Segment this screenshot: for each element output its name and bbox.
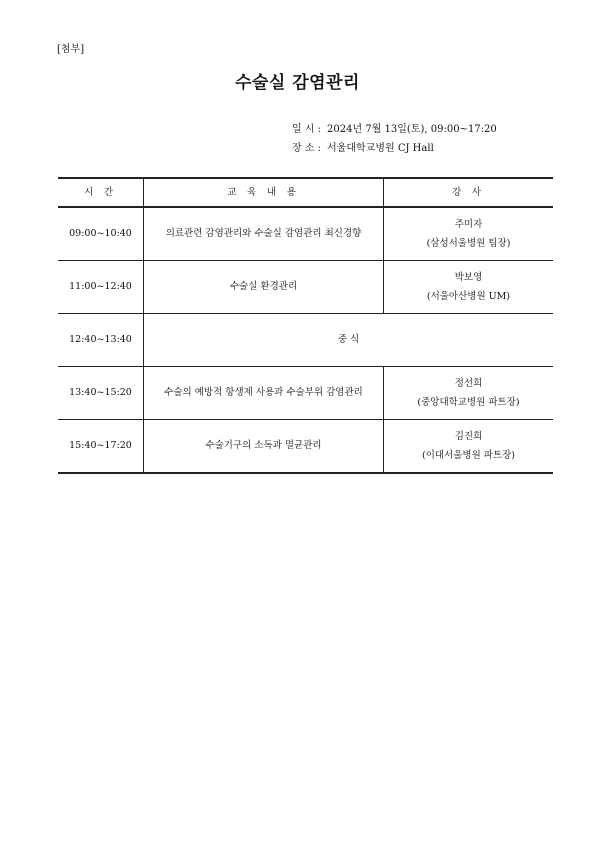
time-cell: 09:00~10:40: [58, 207, 144, 261]
place-value: 서울대학교병원 CJ Hall: [327, 143, 434, 154]
table-header-row: [58, 178, 553, 207]
speaker-affiliation: (이대서울병원 파트장): [421, 449, 516, 461]
speaker-affiliation: (서울아산병원 UM): [426, 290, 511, 302]
speaker-cell: [384, 261, 554, 314]
speaker-cell: [384, 207, 554, 261]
content-cell: 수술의 예방적 항생제 사용과 수술부위 감염관리: [144, 367, 384, 420]
schedule-table: [58, 177, 553, 474]
time-cell: 11:00~12:40: [58, 261, 144, 314]
table-row: [58, 367, 553, 420]
header-content: 교 육 내 용: [144, 178, 384, 207]
document-title: 수술실 감염관리: [235, 73, 360, 93]
time-cell: 15:40~17:20: [58, 420, 144, 474]
header-time: 시 간: [58, 178, 144, 207]
speaker-cell: [384, 420, 554, 474]
speaker-name: 주미자: [454, 218, 483, 230]
time-cell: 13:40~15:20: [58, 367, 144, 420]
speaker-affiliation: (삼성서울병원 팀장): [426, 237, 511, 249]
table-row: [58, 314, 553, 367]
content-cell: 수술기구의 소독과 멸균관리: [144, 420, 384, 474]
content-cell: 수술실 환경관리: [144, 261, 384, 314]
speaker-name: 김진희: [454, 430, 483, 442]
table-row: [58, 207, 553, 261]
speaker-cell: [384, 367, 554, 420]
date-line: [292, 120, 497, 135]
header-speaker: 강 사: [384, 178, 554, 207]
time-cell: 12:40~13:40: [58, 314, 144, 367]
date-label: 일 시 :: [292, 124, 322, 135]
speaker-name: 정선희: [454, 377, 483, 389]
place-label: 장 소 :: [292, 143, 322, 154]
table-row: [58, 261, 553, 314]
speaker-name: 박보영: [454, 271, 483, 283]
place-line: [292, 139, 434, 154]
lunch-cell: 중 식: [144, 314, 554, 367]
speaker-affiliation: (중앙대학교병원 파트장): [417, 396, 520, 408]
date-value: 2024년 7월 13일(토), 09:00~17:20: [327, 124, 497, 135]
attachment-label: [첨부]: [57, 44, 85, 55]
content-cell: 의료관련 감염관리와 수술실 감염관리 최신경향: [144, 207, 384, 261]
table-row: [58, 420, 553, 474]
